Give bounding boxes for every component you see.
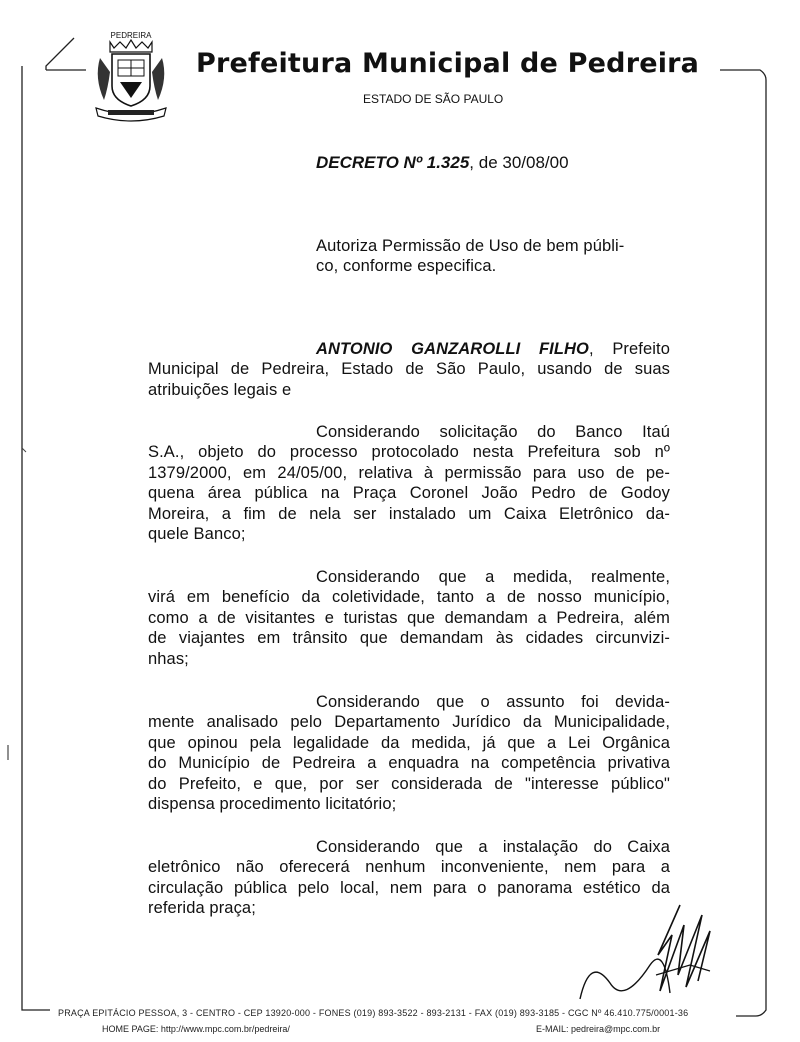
- paragraph-line: Moreira, a fim de nela ser instalado um Caixa Eletrônico da-: [148, 504, 670, 523]
- signature-icon: [560, 895, 730, 1025]
- page-title: Prefeitura Municipal de Pedreira: [196, 48, 700, 79]
- paragraph-line: referida praça;: [148, 899, 256, 918]
- paragraph-line: como a de visitantes e turistas que demandam a Pedreira, além: [148, 608, 670, 627]
- paragraph-line: S.A., objeto do processo protocolado nesta Prefeitura sob nº: [148, 443, 670, 462]
- paragraph-line: Considerando que a instalação do Caixa: [316, 838, 670, 856]
- paragraph-line: eletrônico não oferecerá nenhum inconveniente, nem para a: [148, 858, 670, 877]
- preamble-line: atribuições legais e: [148, 380, 292, 399]
- decree-date: , de 30/08/00: [469, 153, 569, 172]
- paragraph-line: Considerando que a medida, realmente,: [316, 568, 670, 586]
- paragraph-line: Considerando que o assunto foi devida-: [316, 693, 670, 711]
- paragraph-line: do Município de Pedreira a enquadra na competência privativa: [148, 754, 670, 773]
- paragraph-line: 1379/2000, em 24/05/00, relativa à permissão para uso de pe-: [148, 463, 670, 482]
- paragraph-line: que opinou pela legalidade da medida, já que a Lei Orgânica: [148, 733, 670, 752]
- state-subtitle: ESTADO DE SÃO PAULO: [363, 92, 504, 106]
- preamble-paragraph: [148, 339, 670, 400]
- paragraph-line: mente analisado pelo Departamento Jurídico da Municipalidade,: [148, 713, 670, 732]
- paragraph-line: circulação pública pelo local, nem para o panorama estético da: [148, 878, 670, 897]
- considerando-paragraph-2: [148, 567, 670, 669]
- preamble-line: Municipal de Pedreira, Estado de São Paulo, usando de suas: [148, 360, 670, 379]
- mayor-name: ANTONIO GANZAROLLI FILHO: [316, 340, 589, 358]
- footer-email: E-MAIL: pedreira@mpc.com.br: [536, 1024, 661, 1034]
- municipal-crest-icon: [90, 28, 172, 128]
- preamble-line: [148, 339, 670, 359]
- paragraph-line: quena área pública na Praça Coronel João Pedro de Godoy: [148, 484, 670, 503]
- decree-summary: Autoriza Permissão de Uso de bem públi- co, conforme especifica.: [316, 237, 625, 276]
- paragraph-line: nhas;: [148, 649, 189, 668]
- paragraph-line: dispensa procedimento licitatório;: [148, 794, 397, 813]
- paragraph-line: quele Banco;: [148, 524, 246, 543]
- decree-heading: [316, 153, 569, 173]
- preamble-line-text: , Prefeito: [588, 340, 670, 358]
- considerando-paragraph-3: [148, 692, 670, 814]
- footer-homepage: HOME PAGE: http://www.mpc.com.br/pedreira/: [102, 1024, 290, 1034]
- svg-text:PEDREIRA: PEDREIRA: [110, 31, 152, 40]
- paragraph-line: de viajantes em trânsito que demandam às cidades circunvizi-: [148, 629, 670, 648]
- paragraph-line: do Prefeito, e que, por ser considerada de "interesse público": [148, 774, 670, 793]
- paragraph-line: Considerando solicitação do Banco Itaú: [316, 423, 670, 441]
- decree-number: DECRETO Nº 1.325: [316, 153, 470, 172]
- paragraph-line: virá em benefício da coletividade, tanto a de nosso município,: [148, 588, 670, 607]
- considerando-paragraph-1: [148, 422, 670, 544]
- footer-address: PRAÇA EPITÁCIO PESSOA, 3 - CENTRO - CEP 13920-000 - FONES (019) 893-3522 - 893-2131 - FAX (019) 893-3185 - CGC Nº 46.410.775/0001-36: [58, 1008, 689, 1018]
